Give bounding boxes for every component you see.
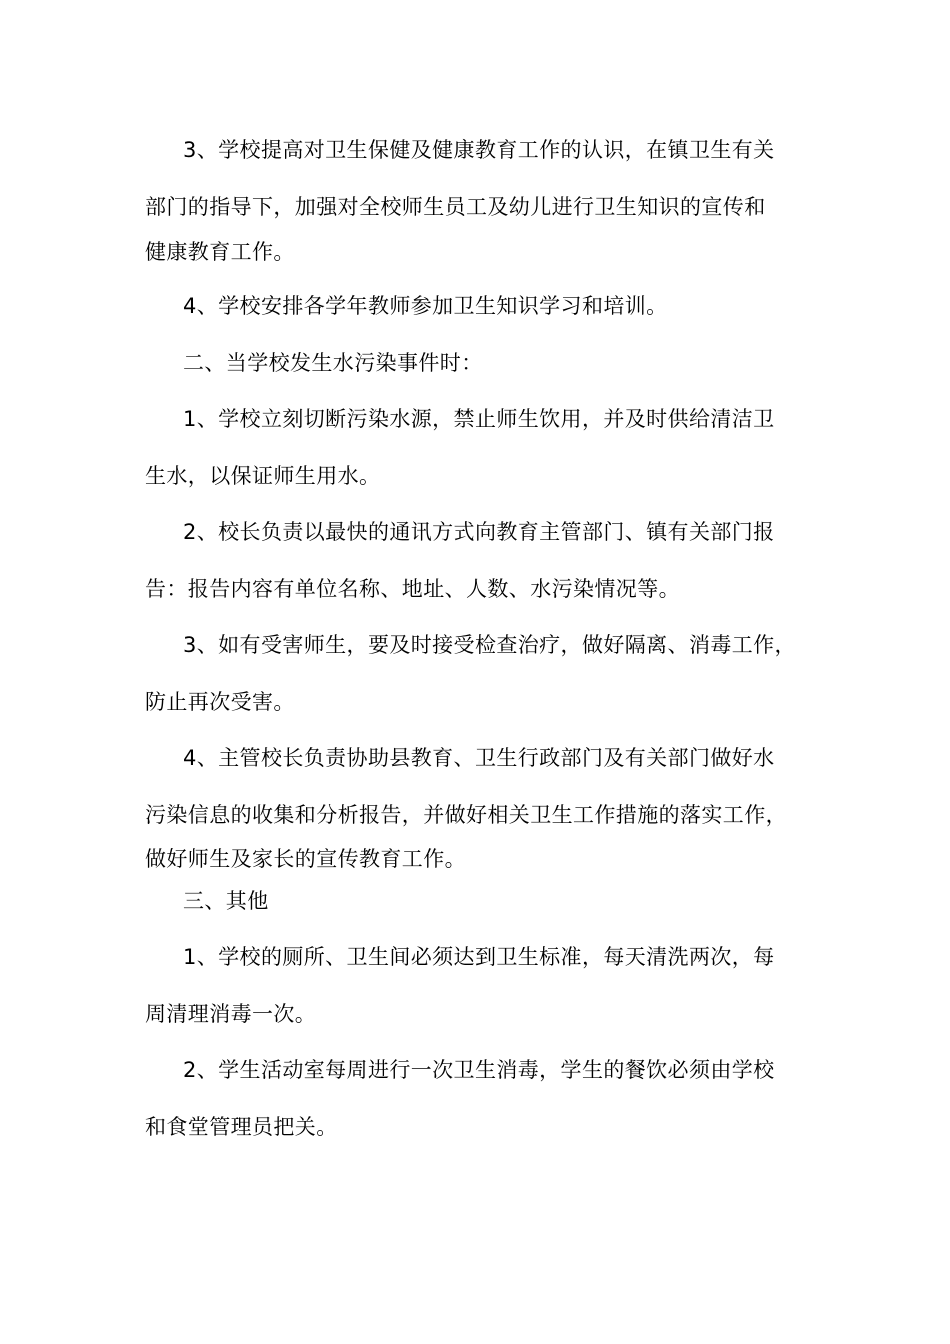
paragraph-line: 做好师生及家长的宣传教育工作。 bbox=[145, 847, 466, 871]
paragraph-line: 2、学生活动室每周进行一次卫生消毒，学生的餐饮必须由学校 bbox=[183, 1058, 775, 1082]
paragraph-line: 1、学校的厕所、卫生间必须达到卫生标准，每天清洗两次，每 bbox=[183, 945, 775, 969]
paragraph-line: 防止再次受害。 bbox=[145, 690, 295, 714]
section-heading: 二、当学校发生水污染事件时： bbox=[183, 351, 483, 375]
paragraph-line: 告：报告内容有单位名称、地址、人数、水污染情况等。 bbox=[145, 577, 680, 601]
paragraph-line: 4、学校安排各学年教师参加卫生知识学习和培训。 bbox=[183, 294, 668, 318]
paragraph-line: 2、校长负责以最快的通讯方式向教育主管部门、镇有关部门报 bbox=[183, 520, 775, 544]
paragraph-line: 生水，以保证师生用水。 bbox=[145, 464, 381, 488]
section-heading: 三、其他 bbox=[183, 889, 269, 913]
paragraph-line: 和食堂管理员把关。 bbox=[145, 1115, 338, 1139]
paragraph-line: 部门的指导下，加强对全校师生员工及幼儿进行卫生知识的宣传和 bbox=[145, 195, 766, 219]
paragraph-line: 周清理消毒一次。 bbox=[145, 1002, 317, 1026]
paragraph-line: 3、如有受害师生，要及时接受检查治疗，做好隔离、消毒工作， bbox=[183, 633, 796, 657]
paragraph-line: 健康教育工作。 bbox=[145, 240, 295, 264]
paragraph-line: 污染信息的收集和分析报告，并做好相关卫生工作措施的落实工作， bbox=[145, 803, 787, 827]
paragraph-line: 3、学校提高对卫生保健及健康教育工作的认识，在镇卫生有关 bbox=[183, 138, 775, 162]
paragraph-line: 4、主管校长负责协助县教育、卫生行政部门及有关部门做好水 bbox=[183, 746, 775, 770]
paragraph-line: 1、学校立刻切断污染水源，禁止师生饮用，并及时供给清洁卫 bbox=[183, 407, 775, 431]
